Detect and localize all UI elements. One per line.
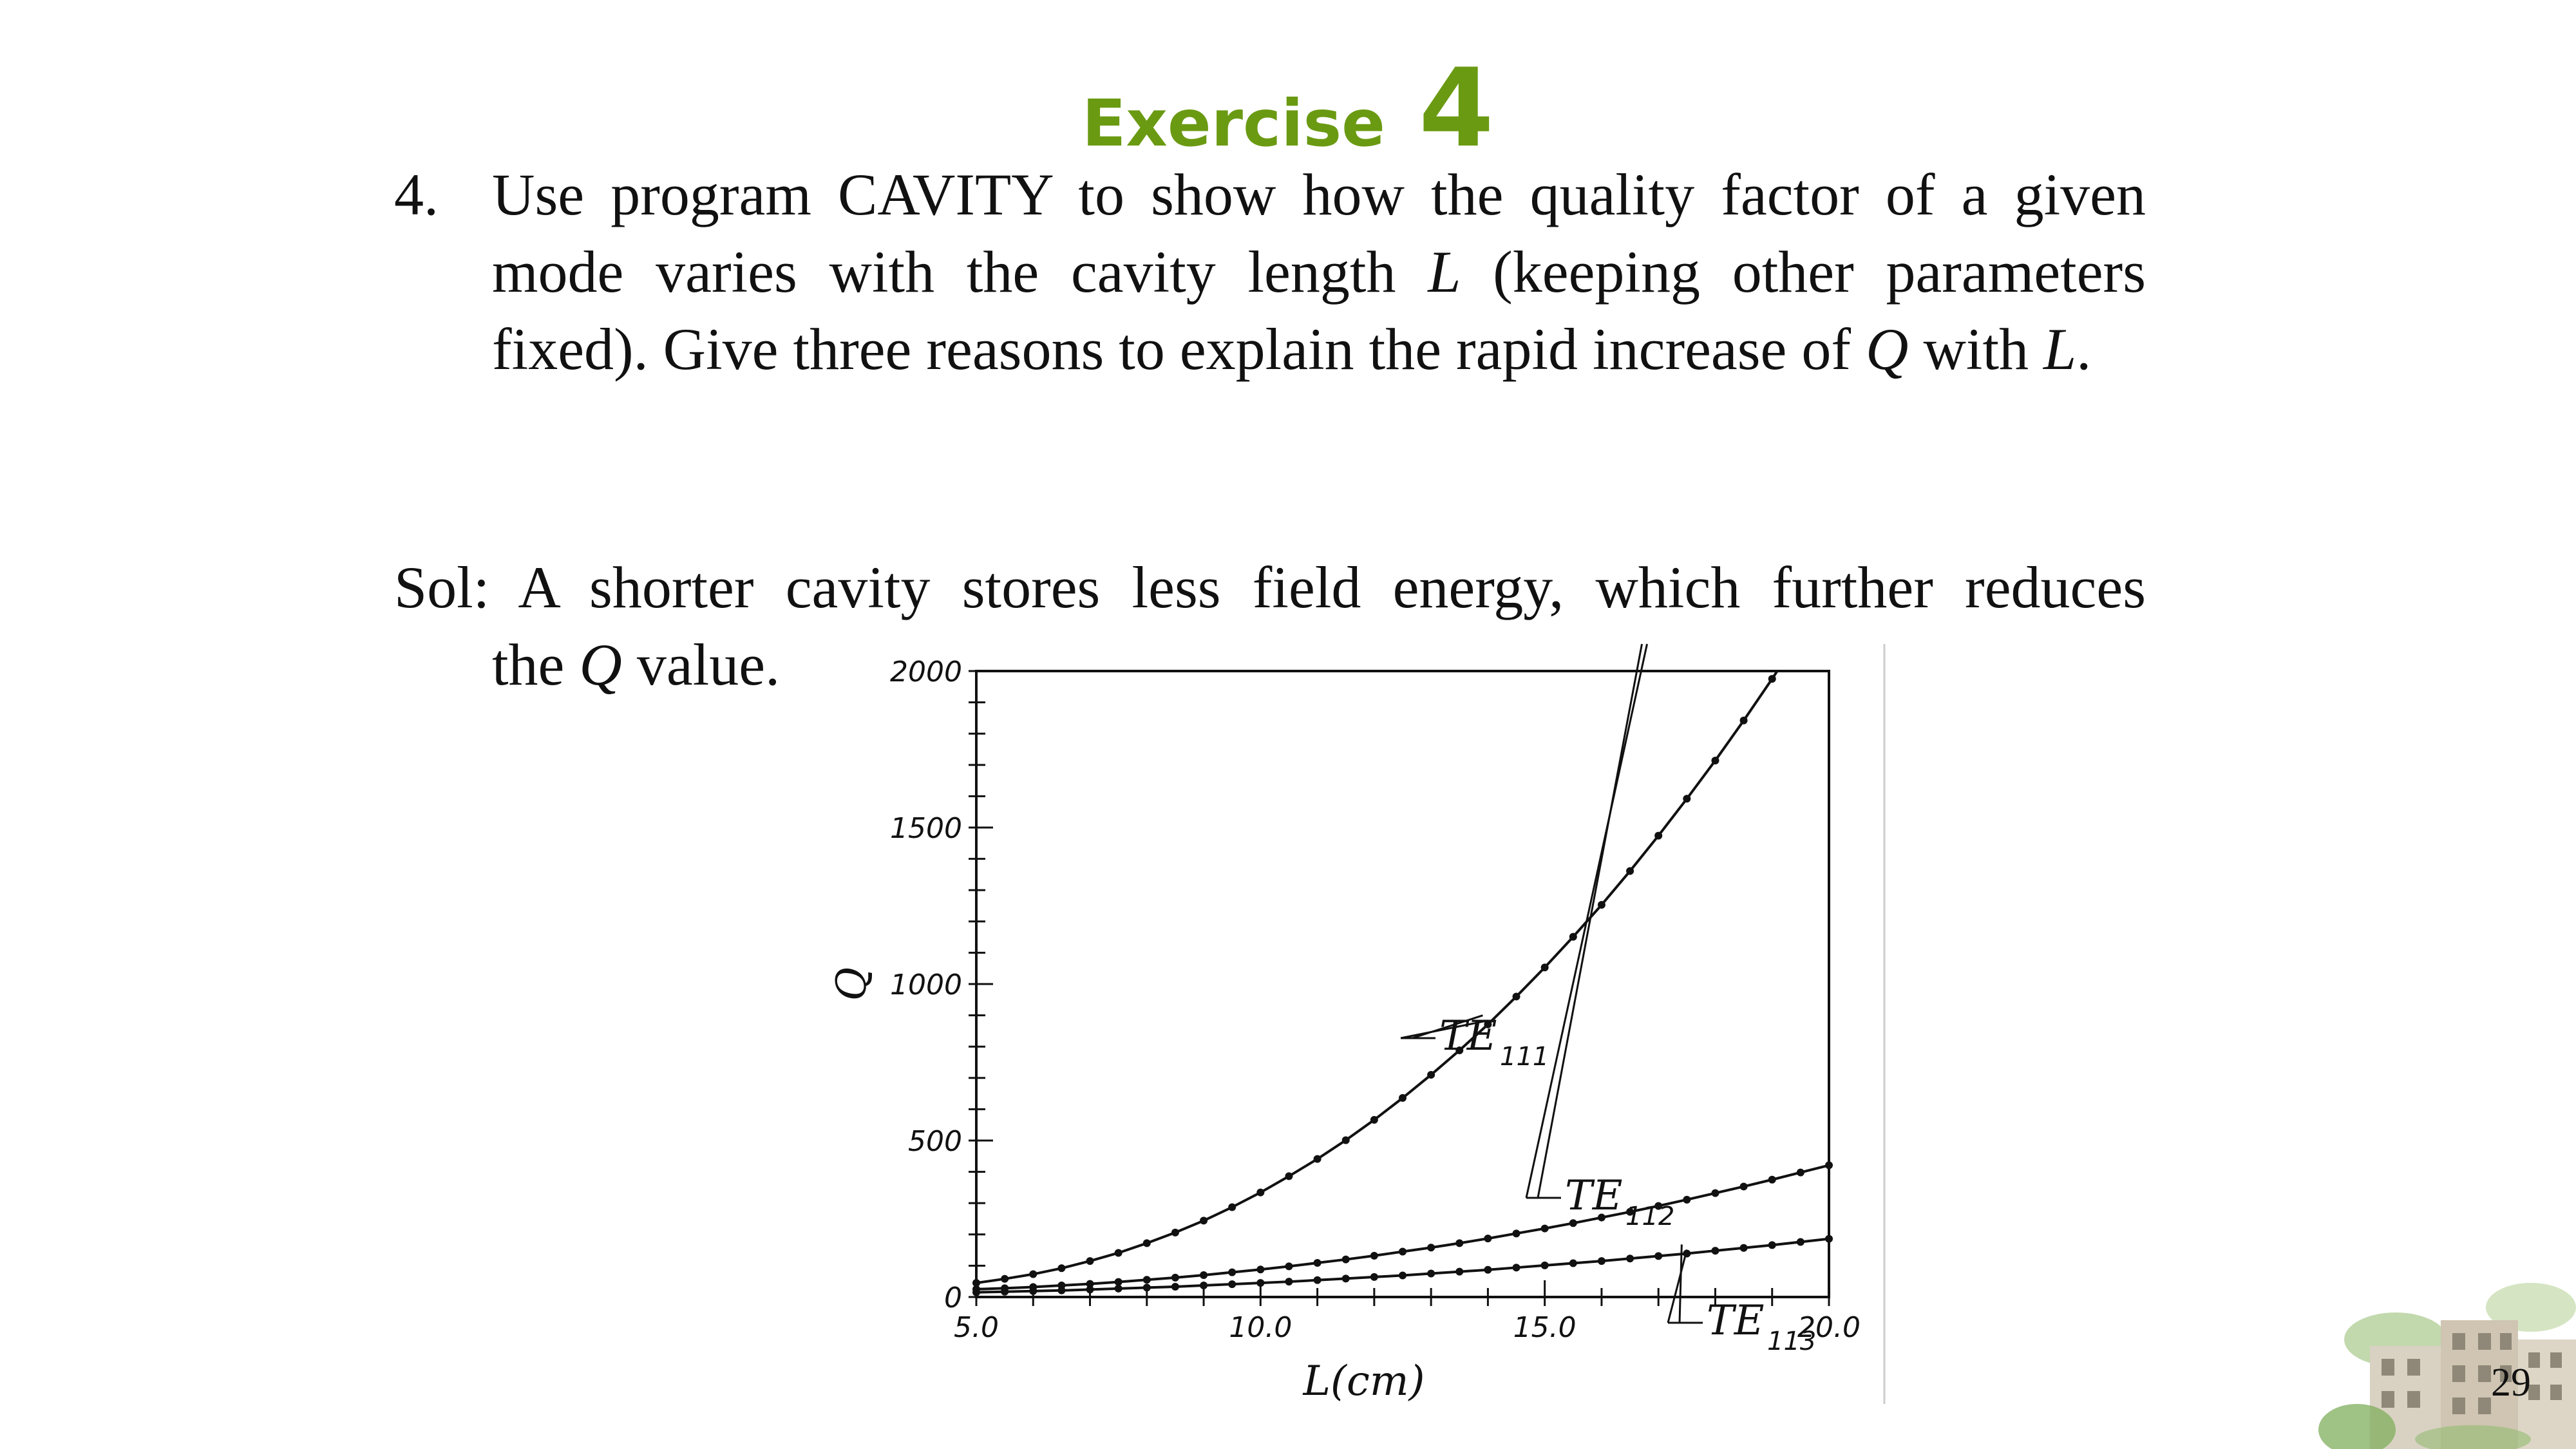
- data-point-TE112: [1797, 1169, 1804, 1177]
- data-point-TE112: [1342, 1256, 1350, 1264]
- data-point-TE113: [1797, 1238, 1804, 1245]
- data-point-TE113: [1541, 1262, 1549, 1269]
- problem-text-3: with: [1908, 316, 2044, 382]
- data-point-TE112: [1399, 1248, 1406, 1256]
- data-point-TE111: [1711, 757, 1719, 764]
- data-point-TE112: [1711, 1189, 1719, 1197]
- data-point-TE113: [1598, 1257, 1605, 1265]
- data-point-TE113: [1654, 1252, 1662, 1260]
- data-point-TE113: [972, 1289, 980, 1296]
- title-word: Exercise: [1082, 86, 1385, 161]
- data-point-TE112: [1569, 1219, 1577, 1227]
- x-axis-label: L(cm): [1303, 1358, 1425, 1405]
- series-label-sub-TE113: 113: [1767, 1327, 1817, 1356]
- problem-statement: [394, 156, 2146, 388]
- leader-line-TE113: [1668, 1249, 1687, 1323]
- data-point-TE111: [1143, 1239, 1151, 1247]
- solution-text: the: [492, 632, 580, 697]
- data-point-TE113: [1314, 1276, 1321, 1284]
- data-point-TE113: [1285, 1278, 1293, 1285]
- data-point-TE111: [1171, 1229, 1179, 1236]
- data-point-TE111: [1654, 832, 1662, 840]
- y-tick-label: 1000: [890, 969, 962, 1001]
- data-point-TE113: [1029, 1287, 1037, 1295]
- data-point-TE113: [1569, 1260, 1577, 1267]
- chart-svg: [828, 644, 1900, 1417]
- data-point-TE112: [1256, 1265, 1264, 1273]
- data-point-TE112: [1825, 1161, 1833, 1169]
- data-point-TE111: [1029, 1271, 1037, 1278]
- data-point-TE111: [1001, 1275, 1009, 1283]
- data-point-TE112: [1143, 1276, 1151, 1283]
- data-point-TE113: [1143, 1283, 1151, 1291]
- data-point-TE113: [1256, 1279, 1264, 1287]
- data-point-TE113: [1740, 1244, 1748, 1252]
- data-point-TE112: [1427, 1244, 1435, 1251]
- y-tick-label: 1500: [890, 812, 962, 845]
- data-point-TE113: [1342, 1274, 1350, 1282]
- data-point-TE113: [1370, 1273, 1378, 1281]
- data-point-TE112: [1115, 1278, 1122, 1286]
- data-point-TE111: [1057, 1264, 1065, 1272]
- data-point-TE111: [1285, 1172, 1293, 1180]
- problem-text-2: (keeping other parameters fixed). Give three reasons to explain the rapid increase of: [492, 239, 2146, 382]
- x-tick-label: 15.0: [1513, 1311, 1577, 1344]
- series-label-TE112: TE: [1565, 1172, 1623, 1220]
- x-tick-label: 10.0: [1229, 1311, 1293, 1344]
- title-number: 4: [1418, 45, 1494, 171]
- problem-number: 4.: [394, 162, 439, 227]
- building-illustration-icon: [2338, 1282, 2576, 1449]
- data-point-TE112: [1285, 1262, 1293, 1270]
- series-line-TE113: [976, 1239, 1829, 1293]
- data-point-TE111: [1200, 1217, 1208, 1224]
- data-point-TE112: [1314, 1259, 1321, 1267]
- data-point-TE112: [1513, 1229, 1520, 1237]
- data-point-TE113: [1086, 1285, 1094, 1293]
- data-point-TE112: [1370, 1252, 1378, 1260]
- data-point-TE111: [1513, 992, 1520, 1000]
- q-vs-length-chart: [828, 644, 1900, 1417]
- var-L: L: [1428, 239, 1461, 305]
- data-point-TE111: [1228, 1204, 1236, 1211]
- data-point-TE113: [1427, 1270, 1435, 1278]
- series-label-sub-TE112: 112: [1625, 1202, 1675, 1231]
- x-tick-label: 20.0: [1797, 1311, 1861, 1344]
- data-point-TE112: [1740, 1182, 1748, 1190]
- data-point-TE112: [1455, 1239, 1463, 1247]
- y-axis-label: Q: [828, 967, 876, 1001]
- data-point-TE112: [1171, 1274, 1179, 1282]
- problem-text-1: Use program CAVITY to show how the quality factor of a given mode varies with the cavity length: [492, 162, 2146, 305]
- data-point-TE111: [1569, 933, 1577, 941]
- data-point-TE113: [1711, 1247, 1719, 1255]
- data-point-TE111: [1427, 1071, 1435, 1079]
- page-number: 29: [2491, 1361, 2531, 1405]
- series-label-TE111: TE: [1439, 1012, 1497, 1060]
- y-tick-label: 2000: [890, 656, 962, 688]
- series-line-TE112: [976, 1165, 1829, 1289]
- data-point-TE111: [1768, 675, 1776, 683]
- data-point-TE113: [1171, 1283, 1179, 1291]
- data-point-TE113: [1455, 1268, 1463, 1276]
- data-point-TE113: [1825, 1235, 1833, 1243]
- problem-text: [492, 156, 2146, 388]
- data-point-TE111: [1115, 1249, 1122, 1256]
- y-tick-label: 500: [908, 1125, 962, 1158]
- data-point-TE111: [1541, 963, 1549, 971]
- slide-title: [0, 45, 2576, 171]
- data-point-TE113: [1001, 1288, 1009, 1296]
- data-point-TE113: [1484, 1266, 1492, 1274]
- data-point-TE113: [1513, 1264, 1520, 1271]
- var-Q: Q: [579, 632, 622, 697]
- var-L: L: [2043, 316, 2077, 382]
- series-label-sub-TE111: 111: [1500, 1042, 1549, 1072]
- data-point-TE113: [1115, 1285, 1122, 1293]
- data-point-TE112: [1200, 1271, 1208, 1279]
- data-point-TE111: [1314, 1155, 1321, 1163]
- data-point-TE111: [1626, 867, 1634, 875]
- data-point-TE111: [1086, 1257, 1094, 1265]
- solution-line-1: Sol: A shorter cavity stores less field energy, which further reduces: [394, 554, 2146, 620]
- x-tick-label: 5.0: [954, 1311, 999, 1344]
- problem-text-4: .: [2076, 316, 2092, 382]
- data-point-TE112: [1484, 1235, 1492, 1242]
- data-point-TE111: [1370, 1116, 1378, 1124]
- data-point-TE113: [1200, 1282, 1208, 1289]
- leader-line-TE112: [1526, 644, 1647, 1198]
- plot-frame: [976, 671, 1829, 1297]
- data-point-TE113: [1057, 1287, 1065, 1294]
- data-point-TE112: [1768, 1176, 1776, 1184]
- data-point-TE113: [1626, 1255, 1634, 1262]
- series-label-TE113: TE: [1707, 1297, 1765, 1345]
- y-tick-label: 0: [944, 1282, 962, 1314]
- data-point-TE111: [1256, 1189, 1264, 1197]
- series-line-TE111: [976, 591, 1829, 1283]
- data-point-TE113: [1768, 1241, 1776, 1249]
- data-point-TE112: [1541, 1225, 1549, 1233]
- data-point-TE112: [1683, 1196, 1690, 1204]
- data-point-TE111: [1399, 1094, 1406, 1102]
- var-Q: Q: [1866, 316, 1909, 382]
- leader-line-TE113: [1680, 1244, 1681, 1323]
- solution-text: value.: [621, 632, 781, 697]
- data-point-TE111: [1342, 1137, 1350, 1144]
- data-point-TE112: [1228, 1269, 1236, 1276]
- data-point-TE113: [1228, 1280, 1236, 1288]
- data-point-TE111: [1740, 717, 1748, 724]
- leader-line-TE112: [1538, 644, 1642, 1198]
- data-point-TE111: [1598, 901, 1605, 909]
- data-point-TE111: [1683, 795, 1690, 802]
- data-point-TE113: [1399, 1271, 1406, 1279]
